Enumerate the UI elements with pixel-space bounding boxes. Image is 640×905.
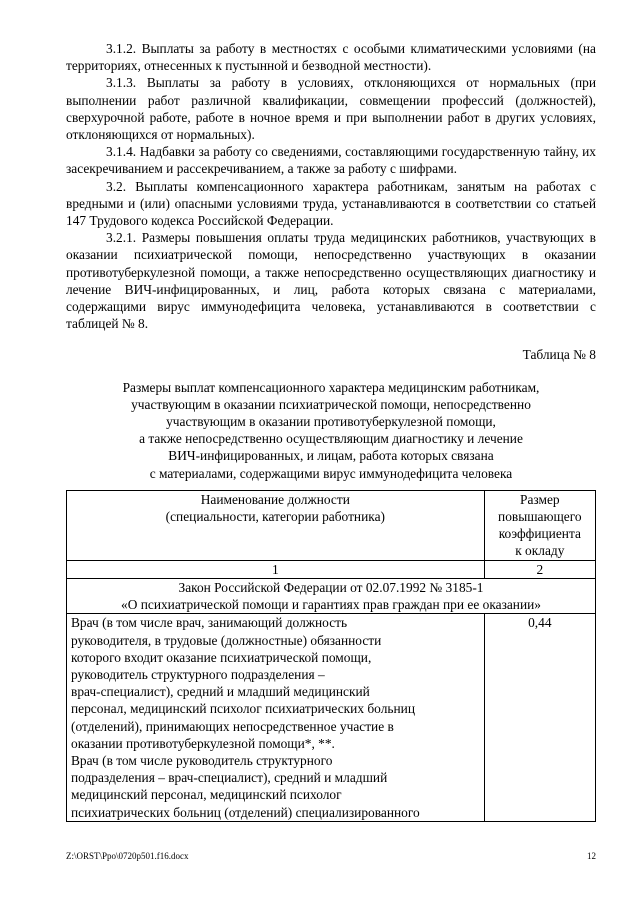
law-line: Закон Российской Федерации от 02.07.1992 № 3185-1 <box>178 579 484 595</box>
header-line: Наименование должности <box>200 491 350 507</box>
row-line: которого входит оказание психиатрической помощи, <box>71 649 372 665</box>
row-line: руководителя, в трудовые (должностные) обязанности <box>71 632 382 648</box>
law-line: «О психиатрической помощи и гарантиях прав граждан при ее оказании» <box>121 597 541 613</box>
law-heading <box>67 578 596 613</box>
header-line: коэффициента <box>498 526 581 542</box>
document-page <box>66 40 596 822</box>
row-line: руководитель структурного подразделения – <box>71 666 325 682</box>
header-line: к окладу <box>515 543 565 559</box>
column-number: 2 <box>484 560 595 578</box>
table-title-line: а также непосредственно осуществляющим диагностику и лечение <box>139 431 523 447</box>
table-title-line: ВИЧ-инфицированных, и лицам, работа которых связана <box>168 448 494 464</box>
row-line: Врач (в том числе врач, занимающий должность <box>71 615 348 631</box>
row-line: (отделений), принимающих непосредственное участие в <box>71 718 394 734</box>
header-coefficient <box>484 490 595 560</box>
column-number-row <box>67 560 596 578</box>
coefficient-table <box>66 490 596 822</box>
position-description <box>67 614 485 821</box>
paragraph-3-2-1: 3.2.1. Размеры повышения оплаты труда медицинских работников, участвующих в оказании психиатрической помощи, непосредственно участвующих в оказании противотуберкулезной помощи, а также непосредственно осуществляющих диагностику и лечение ВИЧ-инфицированных, и лиц, работа которых связана с материалами, содержащими вирус иммунодефицита человека, устанавливаются в соответствии с таблицей № 8. <box>66 230 596 332</box>
law-row <box>67 578 596 613</box>
header-line: (специальности, категории работника) <box>165 509 385 525</box>
header-position-name <box>67 490 485 560</box>
paragraph-3-1-2: 3.1.2. Выплаты за работу в местностях с особыми климатическими условиями (на территориях, отнесенных к пустынной и безводной местности). <box>66 41 596 74</box>
paragraph-3-2: 3.2. Выплаты компенсационного характера работникам, занятым на работах с вредными и (или) опасными условиями труда, устанавливаются в соответствии со статьей 147 Трудового кодекса Российской Федерации. <box>66 178 596 229</box>
file-path: Z:\ORST\Ppo\0720p501.f16.docx <box>66 851 189 861</box>
paragraph-3-1-3: 3.1.3. Выплаты за работу в условиях, отклоняющихся от нормальных (при выполнении работ различной квалификации, совмещении профессий (должностей), сверхурочной работе, работе в ночное время и при выполнении работ в других условиях, отклоняющихся от нормальных). <box>66 75 596 143</box>
table-title-line: Размеры выплат компенсационного характера медицинским работникам, <box>122 379 540 395</box>
row-line: психиатрических больниц (отделений) специализированного <box>71 804 420 820</box>
paragraph-3-1-4: 3.1.4. Надбавки за работу со сведениями, составляющими государственную тайну, их засекречиванием и рассекречиванием, а также за работу с шифрами. <box>66 144 596 177</box>
table-title-line: участвующим в оказании противотуберкулезной помощи, <box>166 414 496 430</box>
row-line: Врач (в том числе руководитель структурного <box>71 752 333 768</box>
table-caption: Таблица № 8 <box>522 347 596 363</box>
table-title <box>66 379 596 482</box>
header-line: повышающего <box>498 509 582 525</box>
row-line: подразделения – врач-специалист), средний и младший <box>71 770 388 786</box>
row-line: врач-специалист), средний и младший медицинский <box>71 684 370 700</box>
table-header-row <box>67 490 596 560</box>
row-line: оказании противотуберкулезной помощи*, **. <box>71 735 335 751</box>
table-title-line: участвующим в оказании психиатрической помощи, непосредственно <box>131 396 531 412</box>
table-title-line: с материалами, содержащими вирус иммунодефицита человека <box>149 465 513 481</box>
row-line: персонал, медицинский психолог психиатрических больниц <box>71 701 415 717</box>
coefficient-value: 0,44 <box>484 614 595 821</box>
table-row <box>67 614 596 821</box>
column-number: 1 <box>67 560 485 578</box>
page-number: 12 <box>587 851 596 861</box>
header-line: Размер <box>520 491 560 507</box>
row-line: медицинский персонал, медицинский психолог <box>71 787 342 803</box>
